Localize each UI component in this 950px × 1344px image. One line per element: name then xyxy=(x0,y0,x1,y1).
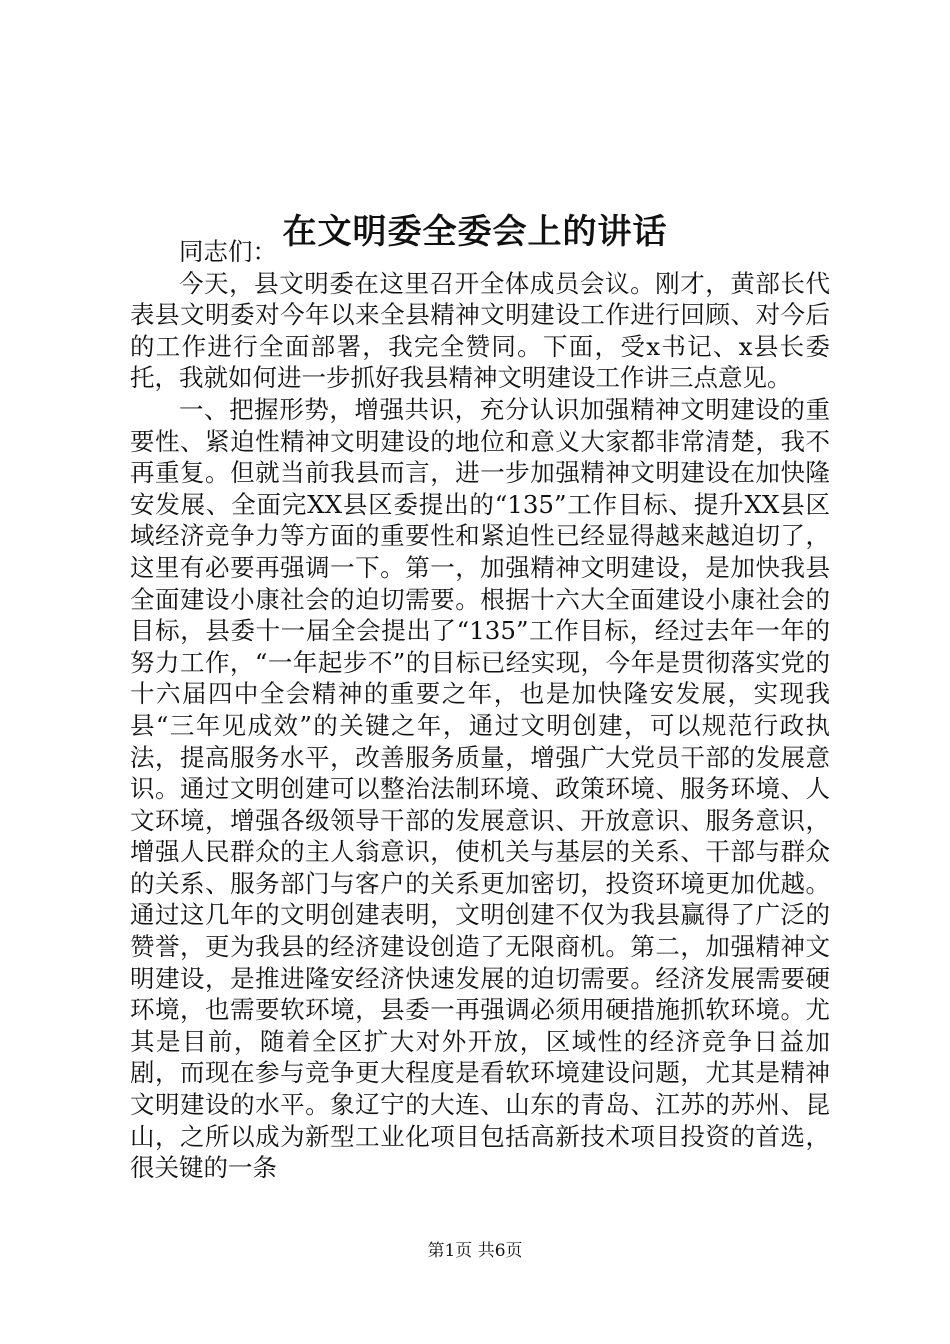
document-title: 在文明委全委会上的讲话 xyxy=(282,211,668,252)
document-body xyxy=(130,236,830,1184)
page-footer: 第1页 共6页 xyxy=(427,1241,523,1261)
paragraph-2: 一、把握形势，增强共识，充分认识加强精神文明建设的重要性、紧迫性精神文明建设的地位和意义大家都非常清楚，我不再重复。但就当前我县而言，进一步加强精神文明建设在加快隆安发展、全面完XX县区委提出的“135”工作目标、提升XX县区域经济竞争力等方面的重要性和紧迫性已经显得越来越迫切了，这里有必要再强调一下。第一，加强精神文明建设，是加快我县全面建设小康社会的迫切需要。根据十六大全面建设小康社会的目标，县委十一届全会提出了“135”工作目标，经过去年一年的努力工作，“一年起步不”的目标已经实现，今年是贯彻落实党的十六届四中全会精神的重要之年，也是加快隆安发展，实现我县“三年见成效”的关键之年，通过文明创建，可以规范行政执法，提高服务水平，改善服务质量，增强广大党员干部的发展意识。通过文明创建可以整治法制环境、政策环境、服务环境、人文环境，增强各级领导干部的发展意识、开放意识、服务意识，增强人民群众的主人翁意识，使机关与基层的关系、干部与群众的关系、服务部门与客户的关系更加密切，投资环境更加优越。通过这几年的文明创建表明，文明创建不仅为我县赢得了广泛的赞誉，更为我县的经济建设创造了无限商机。第二，加强精神文明建设，是推进隆安经济快速发展的迫切需要。经济发展需要硬环境，也需要软环境，县委一再强调必须用硬措施抓软环境。尤其是目前，随着全区扩大对外开放，区域性的经济竞争日益加剧，而现在参与竞争更大程度是看软环境建设问题，尤其是精神文明建设的水平。象辽宁的大连、山东的青岛、江苏的苏州、昆山，之所以成为新型工业化项目包括高新技术项目投资的首选，很关键的一条 xyxy=(130,394,830,1183)
paragraph-1: 今天，县文明委在这里召开全体成员会议。刚才，黄部长代表县文明委对今年以来全县精神文明建设工作进行回顾、对今后的工作进行全面部署，我完全赞同。下面，受x书记、x县长委托，我就如何进一步抓好我县精神文明建设工作讲三点意见。 xyxy=(130,268,830,393)
salutation: 同志们： xyxy=(179,237,277,266)
